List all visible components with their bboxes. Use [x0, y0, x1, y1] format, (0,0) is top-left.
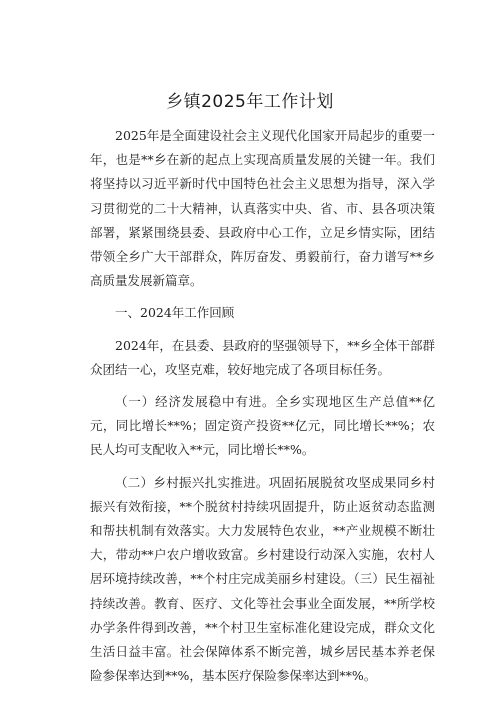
- document-body: [90, 124, 435, 688]
- section-heading-review: 一、2024年工作回顾: [115, 305, 235, 321]
- paragraph-intro: 2025年是全面建设社会主义现代化国家开局起步的重要一年，也是**乡在新的起点上实现高质量发展的关键一年。我们将坚持以习近平新时代中国特色社会主义思想为指导，深入学习贯彻党的二十大精神，认真落实中央、省、市、县各项决策部署，紧紧围绕县委、县政府中心工作，立足乡情实际，团结带领全乡广大干部群众，阵厉奋发、勇毅前行，奋力谱写**乡高质量发展新篇章。: [90, 128, 435, 289]
- paragraph-rural-revitalization: （二）乡村振兴扎实推进。巩固拓展脱贫攻坚成果同乡村振兴有效衔接，**个脱贫村持续巩固提升，防止返贫动态监测和帮扶机制有效落实。大力发展特色农业，**产业规模不断壮大，带动**户农户增收致富。乡村建设行动深入实施，农村人居环境持续改善，**个村庄完成美丽乡村建设。（三）民生福祉持续改善。教育、医疗、文化等社会事业全面发展，**所学校办学条件得到改善，**个村卫生室标准化建设完成，群众文化生活日益丰富。社会保障体系不断完善，城乡居民基本养老保险参保率达到**%，基本医疗保险参保率达到**%。: [90, 474, 435, 684]
- paragraph-economy: （一）经济发展稳中有进。全乡实现地区生产总值**亿元，同比增长**%；固定资产投资**亿元，同比增长**%；农民人均可支配收入**元，同比增长**%。: [90, 394, 435, 458]
- paragraph-review-summary: 2024年，在县委、县政府的坚强领导下，**乡全体干部群众团结一心，攻坚克难，较好地完成了各项目标任务。: [90, 337, 435, 377]
- document-title: 乡镇2025年工作计划: [166, 92, 334, 112]
